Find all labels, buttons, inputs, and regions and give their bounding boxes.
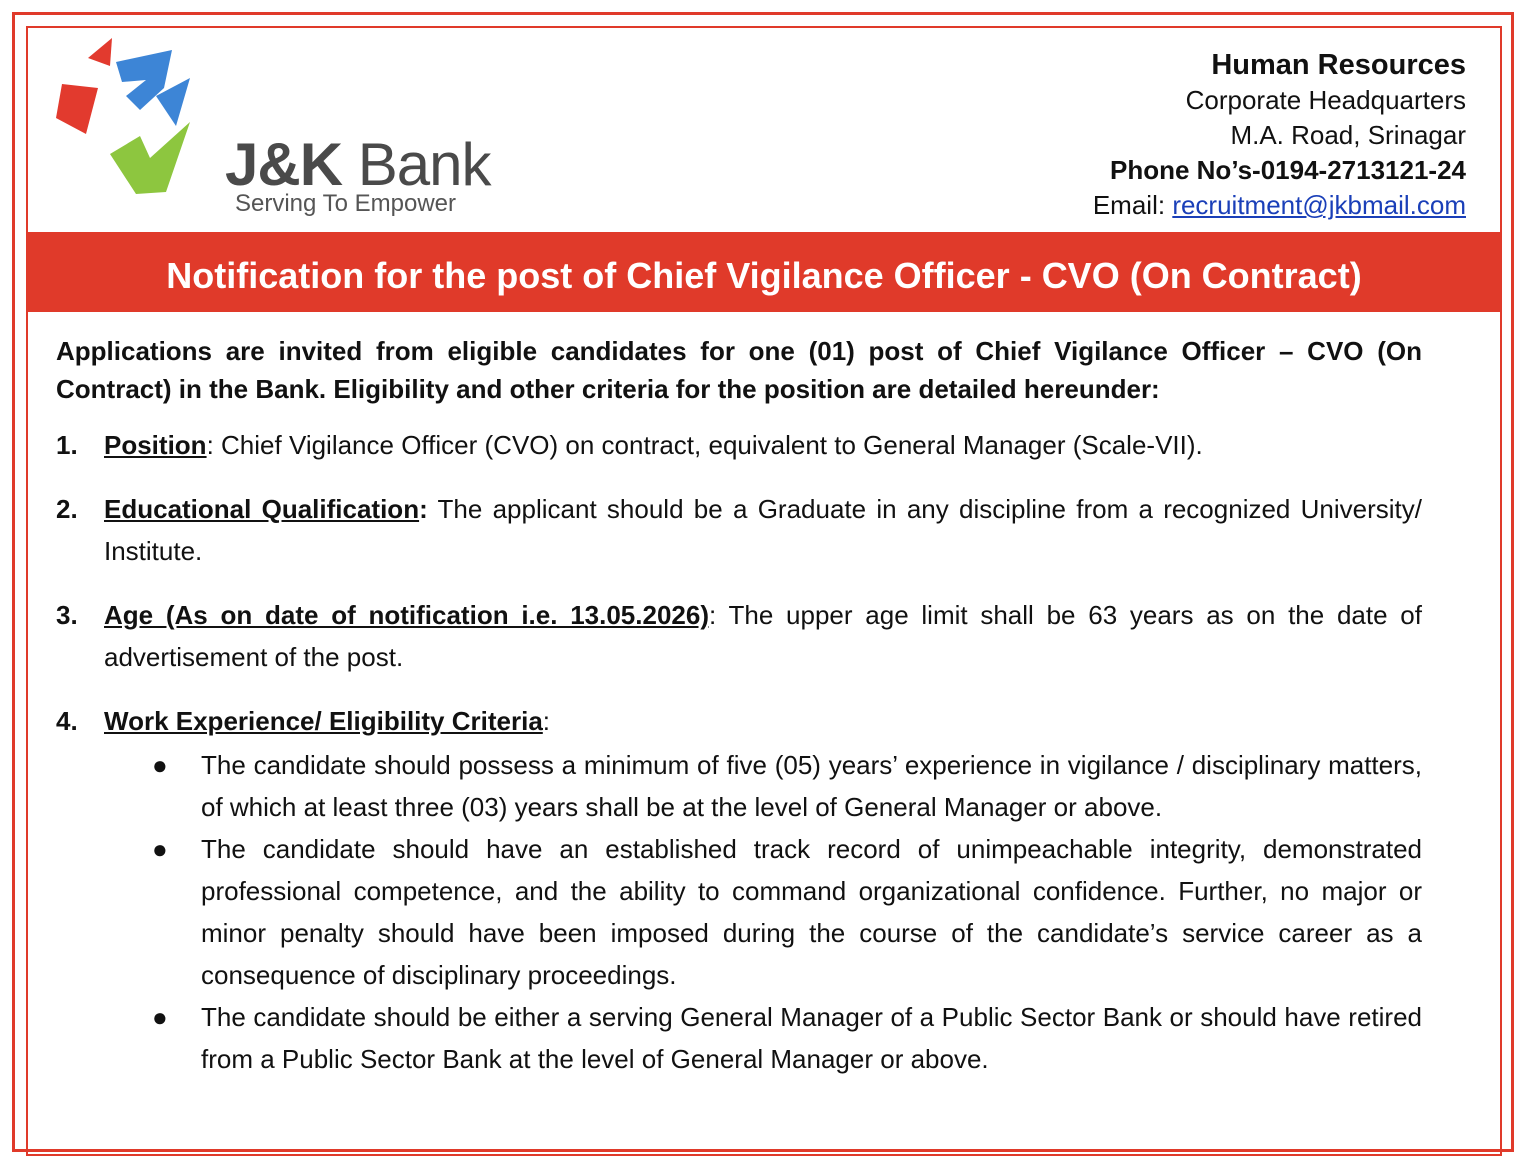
- item-number: 3.: [56, 600, 78, 630]
- department-name: Human Resources: [1211, 49, 1466, 81]
- criteria-text: The candidate should have an established track record of unimpeachable integrity, demonstrated professional competence, and the ability to command organizational confidence. Further, no major or minor penalty should have been imposed during the course of the candidate’s service career as a consequence of disciplinary proceedings.: [201, 834, 1422, 990]
- criteria-item: [56, 996, 1422, 1080]
- item-separator: :: [206, 430, 214, 460]
- criteria-text: The candidate should be either a serving General Manager of a Public Sector Bank or should have retired from a Public Sector Bank at the level of General Manager or above.: [201, 1002, 1422, 1074]
- list-item: [56, 700, 1422, 742]
- email-label: Email:: [1092, 190, 1166, 220]
- item-number: 2.: [56, 494, 78, 524]
- item-number: 4.: [56, 706, 78, 736]
- item-separator: :: [419, 494, 428, 524]
- bullet-icon: ●: [152, 1002, 168, 1032]
- email-link[interactable]: recruitment@jkbmail.com: [1172, 190, 1466, 220]
- item-text: Chief Vigilance Officer (CVO) on contract, equivalent to General Manager (Scale-VII).: [213, 430, 1203, 460]
- criteria-item: [56, 828, 1422, 996]
- office-address: M.A. Road, Srinagar: [1230, 120, 1466, 150]
- item-heading: Educational Qualification: [104, 494, 420, 524]
- phone-number: Phone No’s-0194-2713121-24: [1109, 155, 1466, 185]
- item-heading: Position: [104, 430, 207, 460]
- logo-tagline: Serving To Empower: [235, 190, 456, 217]
- criteria-list: [56, 744, 1422, 1080]
- bank-logo: [40, 30, 510, 230]
- list-item: [56, 594, 1422, 678]
- bullet-icon: ●: [152, 834, 168, 864]
- contact-block: [1093, 48, 1466, 223]
- item-heading: Age (As on date of notification i.e. 13.05.2026): [104, 600, 709, 630]
- list-item: [56, 424, 1422, 466]
- criteria-text: The candidate should possess a minimum of five (05) years’ experience in vigilance / disciplinary matters, of which at least three (03) years shall be at the level of General Manager or above.: [201, 750, 1422, 822]
- item-heading: Work Experience/ Eligibility Criteria: [104, 706, 543, 736]
- logo-mark-icon: [40, 30, 230, 200]
- criteria-item: [56, 744, 1422, 828]
- notification-title-banner: Notification for the post of Chief Vigilance Officer - CVO (On Contract): [28, 232, 1500, 312]
- item-text: The applicant should be a Graduate in any discipline from a recognized University/ Institute.: [104, 494, 1422, 566]
- item-separator: :: [542, 706, 551, 736]
- list-item: [56, 488, 1422, 572]
- office-name: Corporate Headquarters: [1185, 85, 1466, 115]
- item-text: The upper age limit shall be 63 years as on the date of advertisement of the post.: [104, 600, 1422, 672]
- bullet-icon: ●: [152, 750, 168, 780]
- item-separator: :: [708, 600, 717, 630]
- logo-wordmark: J&K Bank: [225, 131, 491, 198]
- item-number: 1.: [56, 430, 78, 460]
- email-line: [1093, 188, 1466, 223]
- intro-paragraph: Applications are invited from eligible candidates for one (01) post of Chief Vigilance Officer – CVO (On Contract) in the Bank. Eligibility and other criteria for the position are detailed hereunder:: [56, 336, 1422, 404]
